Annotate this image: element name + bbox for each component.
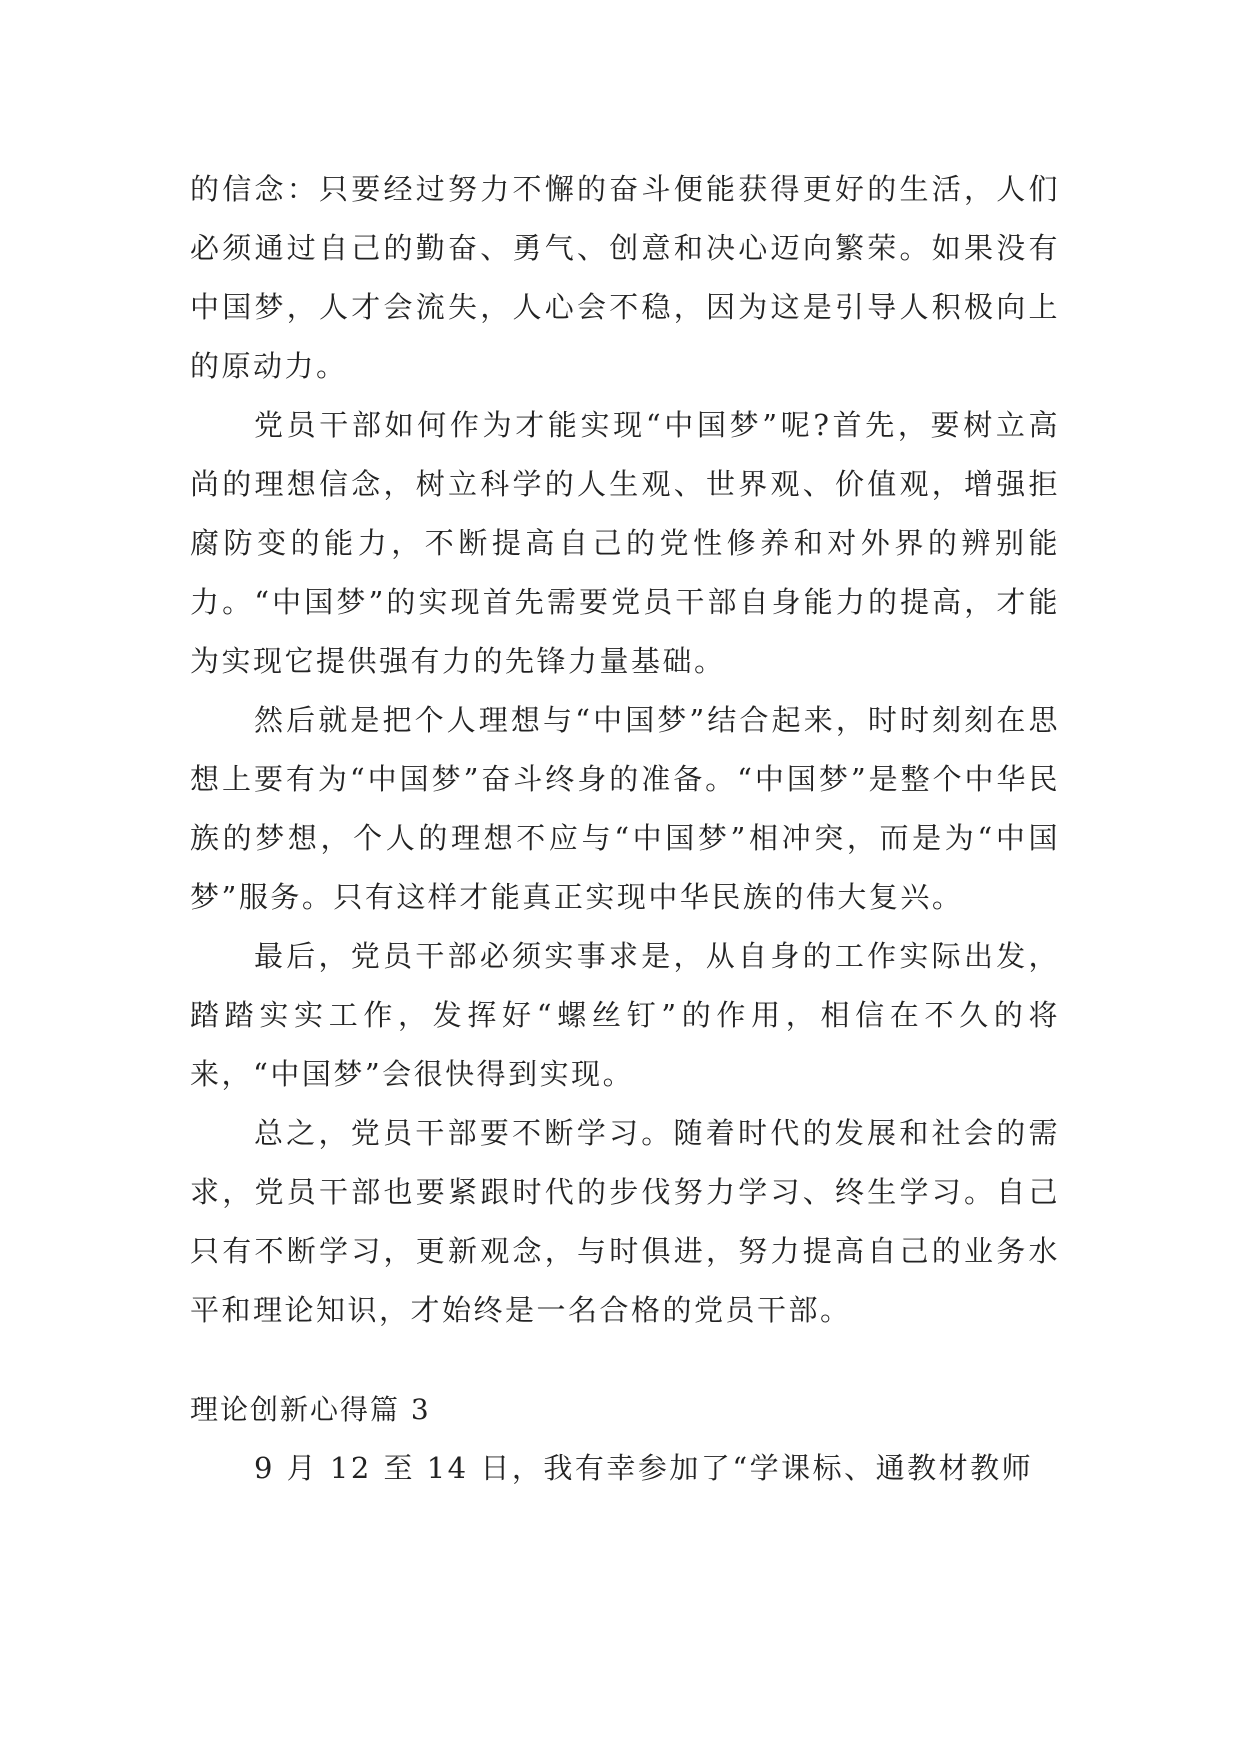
paragraph-4: 最后，党员干部必须实事求是，从自身的工作实际出发，踏踏实实工作，发挥好“螺丝钉”的作用，相信在不久的将来，“中国梦”会很快得到实现。 bbox=[190, 939, 1060, 1091]
paragraph-5: 总之，党员干部要不断学习。随着时代的发展和社会的需求，党员干部也要紧跟时代的步伐努力学习、终生学习。自己只有不断学习，更新观念，与时俱进，努力提高自己的业务水平和理论知识，才始终是一名合格的党员干部。 bbox=[190, 1116, 1060, 1327]
section-paragraph: 9 月 12 至 14 日，我有幸参加了“学课标、通教材教师 bbox=[254, 1451, 1034, 1485]
paragraph-2: 党员干部如何作为才能实现“中国梦”呢?首先，要树立高尚的理想信念，树立科学的人生观、世界观、价值观，增强拒腐防变的能力，不断提高自己的党性修养和对外界的辨别能力。“中国梦”的实现首先需要党员干部自身能力的提高，才能为实现它提供强有力的先锋力量基础。 bbox=[190, 408, 1060, 678]
paragraph-3: 然后就是把个人理想与“中国梦”结合起来，时时刻刻在思想上要有为“中国梦”奋斗终身的准备。“中国梦”是整个中华民族的梦想，个人的理想不应与“中国梦”相冲突，而是为“中国梦”服务。只有这样才能真正实现中华民族的伟大复兴。 bbox=[190, 703, 1060, 914]
document-body bbox=[190, 160, 1060, 1498]
paragraph-1: 的信念：只要经过努力不懈的奋斗便能获得更好的生活，人们必须通过自己的勤奋、勇气、创意和决心迈向繁荣。如果没有中国梦，人才会流失，人心会不稳，因为这是引导人积极向上的原动力。 bbox=[190, 172, 1060, 383]
section-heading: 理论创新心得篇 3 bbox=[190, 1393, 431, 1426]
